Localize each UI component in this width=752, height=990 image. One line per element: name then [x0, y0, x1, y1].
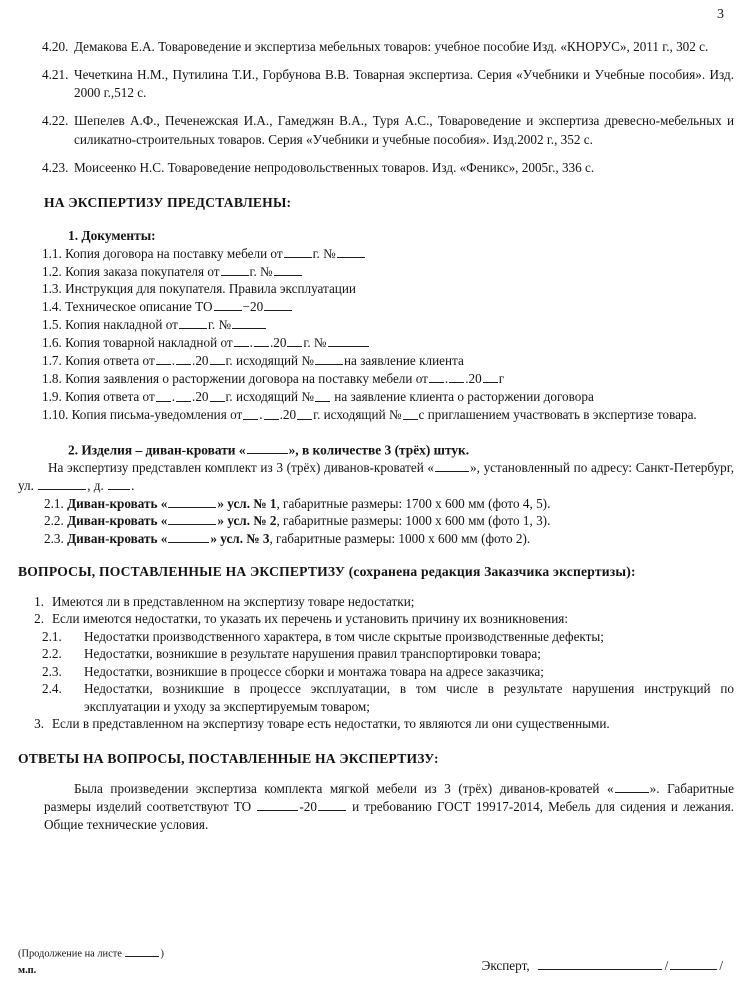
product-item-2-3 — [44, 530, 734, 548]
reference-number: 4.23. — [42, 159, 69, 175]
blank-field — [287, 334, 302, 347]
blank-field — [125, 946, 159, 957]
blank-field — [429, 370, 444, 383]
document-line-1-1: 1.1. Копия договора на поставку мебели от г. № — [42, 245, 734, 263]
blank-field — [210, 388, 225, 401]
reference-text: Моисеенко Н.С. Товароведение непродовольственных товаров. Изд. «Феникс», 2005г., 336 с. — [74, 159, 595, 175]
question-number: 1. — [34, 593, 44, 609]
products-paragraph — [18, 459, 734, 495]
blank-field — [615, 780, 649, 793]
product-usl: » усл. № 2 — [217, 513, 277, 529]
products-heading-pre: 2. Изделия – диван-кровати « — [68, 441, 246, 457]
blank-field — [337, 245, 365, 258]
reference-list — [18, 38, 734, 177]
document-line-1-5: 1.5. Копия накладной от г. № — [42, 316, 734, 334]
blank-field — [168, 495, 216, 508]
products-paragraph-post: , д. — [87, 477, 108, 493]
subsection-heading-documents: 1. Документы: — [68, 227, 156, 243]
expert-signature-row — [482, 957, 724, 974]
blank-field — [38, 477, 86, 490]
product-usl: » усл. № 1 — [217, 495, 277, 511]
products-paragraph-pre: На экспертизу представлен комплект из 3 (трёх) диванов-кроватей « — [48, 460, 435, 475]
page-number: 3 — [717, 7, 724, 22]
question-text: Если имеются недостатки, то указать их перечень и установить причину их возникновения: — [52, 611, 568, 627]
list-item — [18, 645, 734, 663]
document-line-1-8: 1.8. Копия заявления о расторжении договора на поставку мебели от . .20 г — [42, 371, 505, 387]
blank-field — [257, 798, 298, 811]
question-text: Если в представленном на экспертизу товаре есть недостатки, то являются ли они существенными. — [52, 716, 610, 732]
stamp-marker: м.п. — [18, 965, 37, 976]
sub-question-number: 2.1. — [42, 628, 62, 644]
sub-question-text: Недостатки, возникшие в процессе эксплуатации, в том числе в результате нарушения инструкций по эксплуатации и уходу за экспертируемым товаром; — [84, 681, 734, 714]
section-heading-represented: НА ЭКСПЕРТИЗУ ПРЕДСТАВЛЕНЫ: — [44, 195, 292, 211]
blank-field — [179, 316, 207, 329]
blank-field — [210, 352, 225, 365]
reference-number: 4.20. — [42, 39, 69, 54]
reference-text: Чечеткина Н.М., Путилина Т.И., Горбунова В.В. Товарная экспертиза. Серия «Учебники и Учебные пособия». Изд. 2000 г.,512 с. — [74, 66, 734, 101]
product-rest: , габаритные размеры: 1700 х 600 мм (фото 4, 5). — [276, 495, 551, 511]
list-item — [18, 66, 734, 103]
reference-number: 4.22. — [42, 113, 69, 129]
products-paragraph-end: . — [131, 477, 135, 493]
blank-field — [168, 530, 209, 543]
list-item — [18, 593, 734, 611]
product-number: 2.3. — [44, 530, 64, 546]
sub-question-text: Недостатки, возникшие в результате нарушения правил транспортировки товара; — [84, 646, 541, 662]
blank-field — [108, 477, 130, 490]
blank-field — [297, 406, 312, 419]
document-line-1-4: 1.4. Техническое описание ТО −20 — [42, 298, 734, 316]
answer-part3: -20 — [299, 799, 317, 815]
list-item — [18, 610, 734, 628]
document-line-1-9: 1.9. Копия ответа от . .20 г. исходящий № на заявление клиента о расторжении договора — [42, 389, 594, 405]
blank-field — [243, 406, 258, 419]
list-item — [18, 112, 734, 149]
list-item — [18, 628, 734, 646]
blank-field — [315, 352, 343, 365]
question-number: 3. — [34, 716, 44, 732]
document-line-1-10: 1.10. Копия письма-уведомления от . .20 г. исходящий № с приглашением участвовать в экспертизе товара. — [42, 407, 697, 423]
reference-text: Демакова Е.А. Товароведение и экспертиза мебельных товаров: учебное пособие Изд. «КНОРУС», 2011 г., 302 с. — [74, 39, 709, 54]
product-rest: , габаритные размеры: 1000 х 600 мм (фото 2). — [269, 530, 531, 546]
product-item-2-1 — [44, 495, 734, 513]
blank-field — [221, 263, 249, 276]
reference-text: Шепелев А.Ф., Печенежская И.А., Гамеджян В.А., Туря А.С., Товароведение и экспертиза древесно-мебельных и силикатно-строительных товаров. Серия «Учебники и учебные пособия». Изд.2002 г., 352 с. — [74, 113, 734, 147]
blank-field — [234, 334, 249, 347]
page-footer — [18, 946, 734, 976]
sub-question-text: Недостатки, возникшие в процессе сборки и монтажа товара на адресе заказчика; — [84, 663, 544, 679]
section-heading-questions: ВОПРОСЫ, ПОСТАВЛЕННЫЕ НА ЭКСПЕРТИЗУ (сохранена редакция Заказчика экспертизы): — [18, 564, 636, 580]
blank-field — [168, 512, 216, 525]
blank-field — [274, 263, 302, 276]
product-rest: , габаритные размеры: 1000 х 600 мм (фото 1, 3). — [276, 513, 551, 529]
list-item — [18, 680, 734, 715]
product-label: Диван-кровать « — [67, 495, 168, 511]
product-item-2-2 — [44, 512, 734, 530]
blank-field — [156, 388, 171, 401]
blank-field — [284, 245, 312, 258]
blank-field — [328, 334, 369, 347]
blank-field — [247, 441, 288, 454]
sub-questions-container — [18, 628, 734, 716]
product-usl: » усл. № 3 — [210, 530, 270, 546]
answer-paragraph — [44, 780, 734, 834]
list-item — [18, 715, 734, 733]
blank-field — [214, 298, 242, 311]
question-text: Имеются ли в представленном на экспертизу товаре недостатки; — [52, 593, 415, 609]
blank-field — [264, 406, 279, 419]
sub-question-number: 2.3. — [42, 663, 62, 679]
blank-field — [176, 352, 191, 365]
document-line-1-2: 1.2. Копия заказа покупателя от г. № — [42, 263, 734, 281]
product-number: 2.1. — [44, 495, 64, 511]
question-number: 2. — [34, 611, 44, 627]
list-item — [18, 159, 734, 178]
answer-part4: и требованию ГОСТ 19917-2014, Мебель для сидения и лежания. Общие технические условия. — [44, 799, 734, 833]
blank-field — [315, 388, 330, 401]
blank-field — [483, 370, 498, 383]
signature-line — [538, 957, 662, 970]
document-body — [18, 38, 734, 834]
blank-field — [403, 406, 418, 419]
answer-part1: Была произведении экспертиза комплекта мягкой мебели из 3 (трёх) диванов-кроватей « — [74, 781, 614, 797]
blank-field — [264, 298, 292, 311]
list-item — [18, 663, 734, 681]
product-label: Диван-кровать « — [67, 513, 168, 529]
subsection-heading-products — [68, 441, 734, 458]
reference-number: 4.21. — [42, 66, 69, 82]
document-line-1-7: 1.7. Копия ответа от . .20 г. исходящий № на заявление клиента — [42, 353, 464, 369]
continuation-note-post: ) — [160, 948, 164, 960]
slash-separator: / — [664, 958, 669, 973]
document-line-1-3: 1.3. Инструкция для покупателя. Правила эксплуатации — [42, 280, 356, 296]
answer-part2: ». Габаритные размеры изделий соответствуют ТО — [44, 781, 734, 815]
list-item — [18, 38, 734, 57]
sub-question-text: Недостатки производственного характера, в том числе скрытые производственные дефекты; — [84, 628, 604, 644]
blank-field — [449, 370, 464, 383]
product-number: 2.2. — [44, 513, 64, 529]
sub-questions-list — [18, 628, 734, 716]
products-paragraph-mid: », установленный по адресу: Санкт-Петербург, ул. — [18, 460, 734, 493]
continuation-note-pre: (Продолжение на листе — [18, 948, 125, 960]
sub-question-number: 2.2. — [42, 646, 62, 662]
slash-separator-end: / — [719, 958, 723, 973]
sub-question-number: 2.4. — [42, 681, 62, 697]
expert-label: Эксперт, — [481, 958, 530, 973]
product-label: Диван-кровать « — [67, 530, 168, 546]
section-heading-answers: ОТВЕТЫ НА ВОПРОСЫ, ПОСТАВЛЕННЫЕ НА ЭКСПЕРТИЗУ: — [18, 750, 439, 766]
signature-name-line — [670, 957, 717, 970]
blank-field — [435, 459, 469, 472]
products-heading-post: », в количестве 3 (трёх) штук. — [288, 441, 470, 457]
blank-field — [176, 388, 191, 401]
questions-list — [18, 593, 734, 733]
blank-field — [232, 316, 266, 329]
document-line-1-6: 1.6. Копия товарной накладной от . .20 г. № — [42, 334, 734, 352]
blank-field — [156, 352, 171, 365]
blank-field — [254, 334, 269, 347]
blank-field — [318, 798, 346, 811]
